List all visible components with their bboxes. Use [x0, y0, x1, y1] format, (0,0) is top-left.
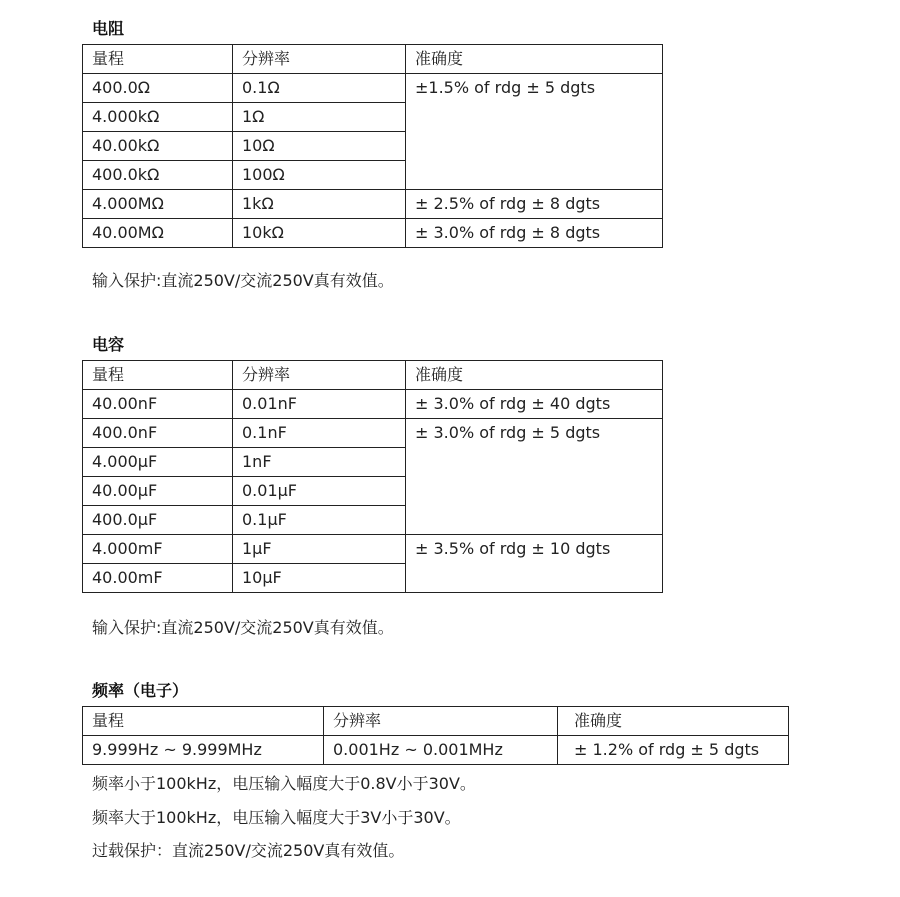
accuracy-cell: ± 2.5% of rdg ± 8 dgts [406, 190, 663, 219]
table-row [83, 219, 663, 248]
resolution-cell: 1kΩ [233, 190, 406, 219]
frequency-overload-note: 过载保护：直流250V/交流250V真有效值。 [92, 841, 405, 860]
table-header-row [83, 45, 663, 74]
range-cell: 40.00mF [83, 564, 233, 593]
resolution-cell: 0.01μF [233, 477, 406, 506]
resolution-cell: 0.01nF [233, 390, 406, 419]
frequency-note-high: 频率大于100kHz，电压输入幅度大于3V小于30V。 [92, 808, 461, 827]
range-cell: 40.00nF [83, 390, 233, 419]
resolution-cell: 0.001Hz ~ 0.001MHz [324, 736, 558, 765]
range-cell: 9.999Hz ~ 9.999MHz [83, 736, 324, 765]
header-resolution: 分辨率 [233, 361, 406, 390]
header-resolution: 分辨率 [233, 45, 406, 74]
resolution-cell: 100Ω [233, 161, 406, 190]
accuracy-cell: ±1.5% of rdg ± 5 dgts [406, 74, 663, 190]
resistance-protection-note: 输入保护:直流250V/交流250V真有效值。 [92, 271, 394, 290]
resolution-cell: 0.1Ω [233, 74, 406, 103]
range-cell: 40.00MΩ [83, 219, 233, 248]
range-cell: 400.0kΩ [83, 161, 233, 190]
frequency-section-title: 频率（电子） [92, 681, 189, 700]
resolution-cell: 1μF [233, 535, 406, 564]
resolution-cell: 10kΩ [233, 219, 406, 248]
table-row [83, 74, 663, 103]
accuracy-cell: ± 3.0% of rdg ± 8 dgts [406, 219, 663, 248]
resolution-cell: 0.1μF [233, 506, 406, 535]
resistance-section-title: 电阻 [92, 19, 125, 38]
capacitance-section-title: 电容 [92, 335, 125, 354]
resolution-cell: 10Ω [233, 132, 406, 161]
table-row [83, 190, 663, 219]
table-header-row [83, 707, 789, 736]
accuracy-cell: ± 3.0% of rdg ± 40 dgts [406, 390, 663, 419]
header-accuracy: 准确度 [558, 707, 789, 736]
table-row [83, 535, 663, 564]
header-accuracy: 准确度 [406, 45, 663, 74]
range-cell: 400.0Ω [83, 74, 233, 103]
header-resolution: 分辨率 [324, 707, 558, 736]
accuracy-cell: ± 1.2% of rdg ± 5 dgts [558, 736, 789, 765]
resolution-cell: 1Ω [233, 103, 406, 132]
resolution-cell: 1nF [233, 448, 406, 477]
range-cell: 4.000kΩ [83, 103, 233, 132]
range-cell: 400.0μF [83, 506, 233, 535]
header-range: 量程 [83, 45, 233, 74]
range-cell: 400.0nF [83, 419, 233, 448]
header-accuracy: 准确度 [406, 361, 663, 390]
header-range: 量程 [83, 707, 324, 736]
accuracy-cell: ± 3.5% of rdg ± 10 dgts [406, 535, 663, 593]
table-header-row [83, 361, 663, 390]
range-cell: 40.00kΩ [83, 132, 233, 161]
range-cell: 40.00μF [83, 477, 233, 506]
range-cell: 4.000MΩ [83, 190, 233, 219]
resolution-cell: 0.1nF [233, 419, 406, 448]
frequency-note-low: 频率小于100kHz，电压输入幅度大于0.8V小于30V。 [92, 774, 476, 793]
table-row [83, 419, 663, 448]
table-row [83, 736, 789, 765]
resistance-table [82, 44, 663, 248]
resolution-cell: 10μF [233, 564, 406, 593]
range-cell: 4.000mF [83, 535, 233, 564]
table-row [83, 390, 663, 419]
header-range: 量程 [83, 361, 233, 390]
range-cell: 4.000μF [83, 448, 233, 477]
capacitance-table [82, 360, 663, 593]
accuracy-cell: ± 3.0% of rdg ± 5 dgts [406, 419, 663, 535]
frequency-table [82, 706, 789, 765]
capacitance-protection-note: 输入保护:直流250V/交流250V真有效值。 [92, 618, 394, 637]
